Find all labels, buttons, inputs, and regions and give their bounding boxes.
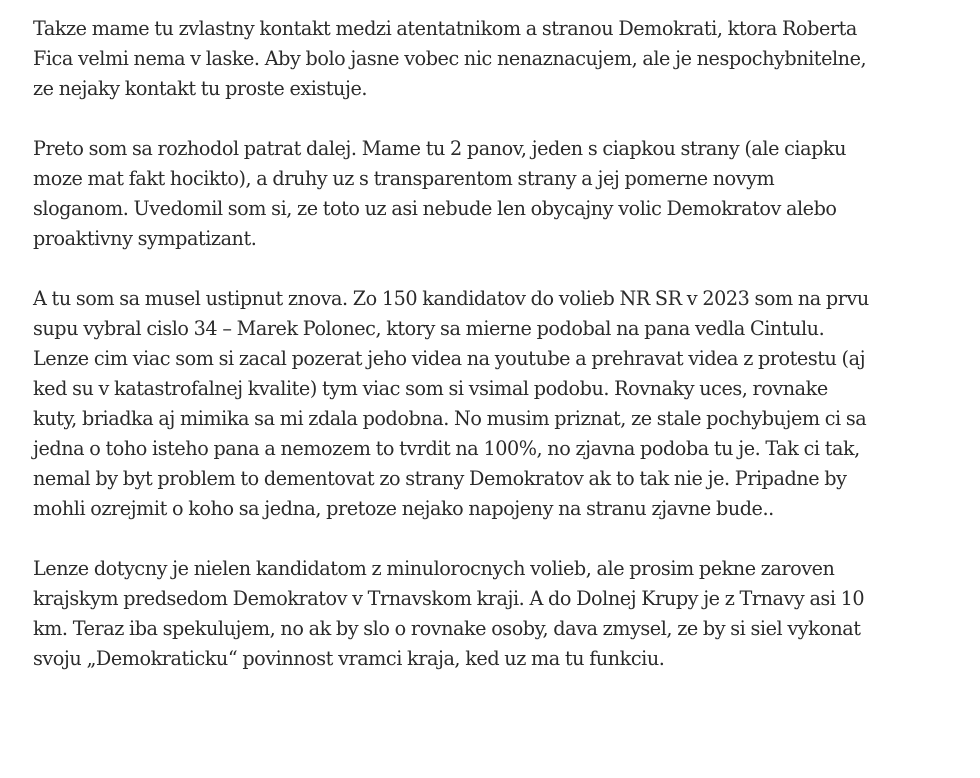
paragraph-line: Lenze dotycny je nielen kandidatom z minulorocnych volieb, ale prosim pekne zaroven (33, 557, 835, 580)
paragraph-4 (33, 554, 960, 674)
paragraph-line: svoju „Demokraticku“ povinnost vramci kraja, ked uz ma tu funkciu. (33, 647, 665, 670)
paragraph-line: nemal by byt problem to dementovat zo strany Demokratov ak to tak nie je. Pripadne by (33, 467, 847, 490)
paragraph-line: sloganom. Uvedomil som si, ze toto uz asi nebude len obycajny volic Demokratov alebo (33, 197, 837, 220)
paragraph-line: ze nejaky kontakt tu proste existuje. (33, 77, 368, 100)
paragraph-line: ked su v katastrofalnej kvalite) tym viac som si vsimal podobu. Rovnaky uces, rovnake (33, 377, 828, 400)
paragraph-line: Fica velmi nema v laske. Aby bolo jasne vobec nic nenaznacujem, ale je nespochybnitelne, (33, 47, 867, 70)
paragraph-line: mohli ozrejmit o koho sa jedna, pretoze nejako napojeny na stranu zjavne bude.. (33, 497, 774, 520)
paragraph-line: Preto som sa rozhodol patrat dalej. Mame tu 2 panov, jeden s ciapkou strany (ale ciapku (33, 137, 847, 160)
paragraph-line: jedna o toho isteho pana a nemozem to tvrdit na 100%, no zjavna podoba tu je. Tak ci tak, (33, 437, 860, 460)
paragraph-line: kuty, briadka aj mimika sa mi zdala podobna. No musim priznat, ze stale pochybujem ci sa (33, 407, 867, 430)
paragraph-line: krajskym predsedom Demokratov v Trnavskom kraji. A do Dolnej Krupy je z Trnavy asi 10 (33, 587, 865, 610)
paragraph-2 (33, 134, 960, 254)
paragraph-line: Takze mame tu zvlastny kontakt medzi atentatnikom a stranou Demokrati, ktora Roberta (33, 17, 857, 40)
paragraph-1 (33, 14, 960, 104)
paragraph-line: proaktivny sympatizant. (33, 227, 257, 250)
paragraph-3 (33, 284, 960, 524)
paragraph-line: A tu som sa musel ustipnut znova. Zo 150 kandidatov do volieb NR SR v 2023 som na prvu (33, 287, 869, 310)
paragraph-line: km. Teraz iba spekulujem, no ak by slo o rovnake osoby, dava zmysel, ze by si siel vykonat (33, 617, 861, 640)
paragraph-line: moze mat fakt hocikto), a druhy uz s transparentom strany a jej pomerne novym (33, 167, 775, 190)
paragraph-line: supu vybral cislo 34 – Marek Polonec, ktory sa mierne podobal na pana vedla Cintulu. (33, 317, 825, 340)
paragraph-line: Lenze cim viac som si zacal pozerat jeho videa na youtube a prehravat videa z protestu (aj (33, 347, 866, 370)
